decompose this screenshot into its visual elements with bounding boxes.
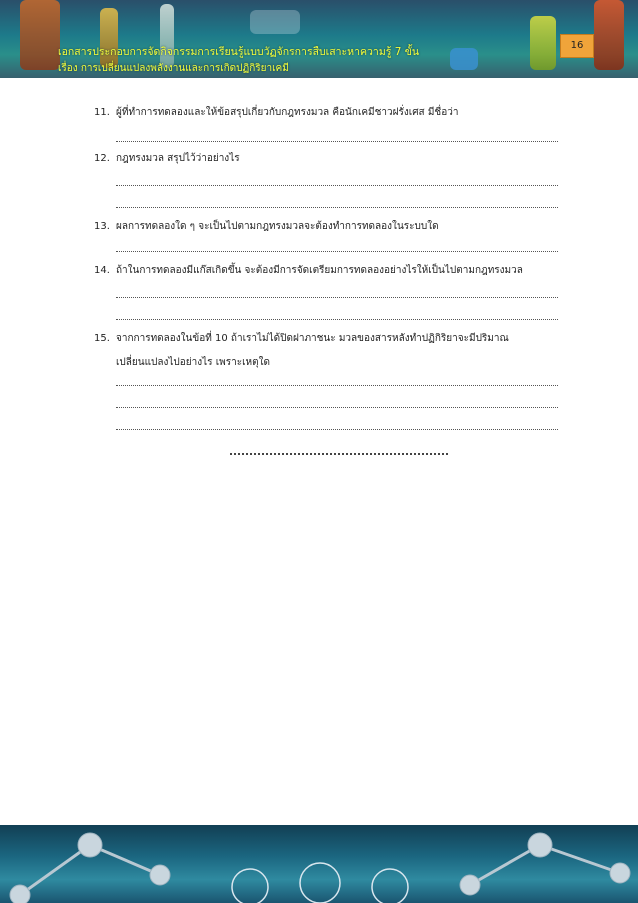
question-text: กฎทรงมวล สรุปไว้ว่าอย่างไร	[116, 153, 240, 164]
question-number: 13.	[94, 221, 110, 232]
answer-line[interactable]	[116, 428, 558, 430]
question-11	[94, 106, 458, 120]
lab-glassware-image	[20, 0, 60, 70]
question-14	[94, 264, 523, 278]
answer-line[interactable]	[116, 184, 558, 186]
footer-banner	[0, 825, 638, 903]
question-13	[94, 220, 439, 234]
answer-line[interactable]	[116, 140, 558, 142]
answer-line[interactable]	[116, 406, 558, 408]
question-number: 11.	[94, 107, 110, 118]
molecule-decoration	[0, 825, 638, 903]
question-number: 14.	[94, 265, 110, 276]
header-banner	[0, 0, 638, 78]
question-text: จากการทดลองในข้อที่ 10 ถ้าเราไม่ได้ปิดฝาภาชนะ มวลของสารหลังทำปฏิกิริยาจะมีปริมาณ	[116, 333, 509, 344]
question-number: 12.	[94, 153, 110, 164]
answer-line[interactable]	[116, 296, 558, 298]
end-divider	[230, 452, 448, 455]
answer-line[interactable]	[116, 384, 558, 386]
question-text-continued: เปลี่ยนแปลงไปอย่างไร เพราะเหตุใด	[116, 357, 270, 368]
answer-line[interactable]	[116, 250, 558, 252]
question-text: ผู้ที่ทำการทดลองและให้ข้อสรุปเกี่ยวกับกฎทรงมวล คือนักเคมีชาวฝรั่งเศส มีชื่อว่า	[116, 107, 459, 118]
page-number: 16	[560, 34, 594, 58]
question-15	[94, 332, 509, 346]
answer-line[interactable]	[116, 318, 558, 320]
document-subtitle: เรื่อง การเปลี่ยนแปลงพลังงานและการเกิดปฏิกิริยาเคมี	[58, 63, 289, 74]
answer-line[interactable]	[116, 206, 558, 208]
document-title: เอกสารประกอบการจัดกิจกรรมการเรียนรู้แบบวัฏจักรการสืบเสาะหาความรู้ 7 ขั้น	[58, 46, 420, 58]
question-text: ผลการทดลองใด ๆ จะเป็นไปตามกฎทรงมวลจะต้องทำการทดลองในระบบใด	[116, 221, 439, 232]
question-12	[94, 152, 240, 166]
question-number: 15.	[94, 333, 110, 344]
question-text: ถ้าในการทดลองมีแก๊สเกิดขึ้น จะต้องมีการจัดเตรียมการทดลองอย่างไรให้เป็นไปตามกฎทรงมวล	[116, 265, 523, 276]
